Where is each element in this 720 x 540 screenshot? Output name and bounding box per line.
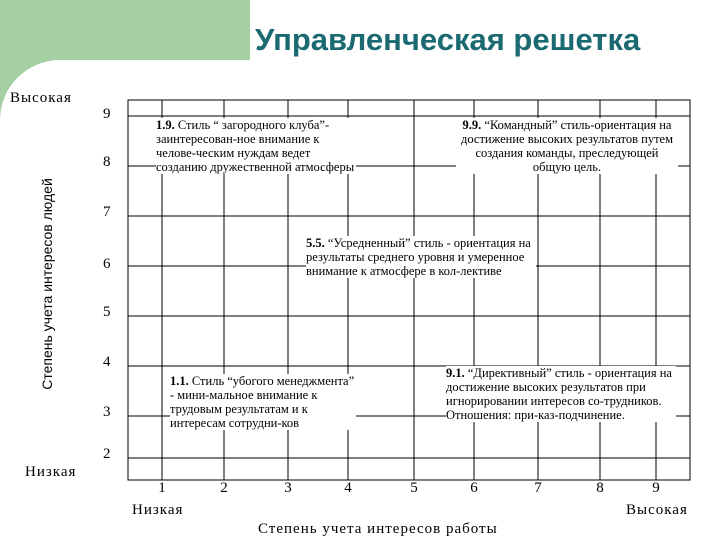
x-tick-5: 5	[410, 480, 418, 496]
style-code: 9.1.	[446, 366, 465, 380]
x-tick-8: 8	[596, 480, 604, 496]
x-tick-1: 1	[158, 480, 166, 496]
style-text: “Усредненный” стиль - ориентация на результаты среднего уровня и умеренное внимание к атмосфере в кол-лективе	[306, 236, 531, 278]
x-tick-7: 7	[534, 480, 542, 496]
x-tick-3: 3	[284, 480, 292, 496]
style-text: Стиль “убогого менеджмента” - мини-мальное внимание к трудовым результатам и к интересам сотрудни-ков	[170, 374, 355, 430]
x-tick-9: 9	[652, 480, 660, 496]
y-tick-6: 6	[103, 256, 111, 272]
style-box-1-9	[156, 118, 356, 174]
x-tick-2: 2	[220, 480, 228, 496]
y-tick-4: 4	[103, 354, 111, 370]
y-tick-2: 2	[103, 446, 111, 462]
x-axis-title: Степень учета интересов работы	[258, 521, 498, 537]
style-code: 9.9.	[462, 118, 482, 132]
y-axis-high-label: Высокая	[10, 90, 72, 106]
y-tick-8: 8	[103, 154, 111, 170]
style-text: Стиль “ загородного клуба”- заинтересован-ное внимание к челове-ческим нуждам ведет созданию дружественной атмосферы	[156, 118, 355, 174]
y-tick-3: 3	[103, 404, 111, 420]
x-axis-low-label: Низкая	[132, 502, 184, 518]
y-axis-low-label: Низкая	[25, 464, 77, 480]
style-text: “Командный” стиль-ориентация на достижение высоких результатов путем создания команды, преследующей общую цель.	[461, 118, 673, 174]
style-code: 1.9.	[156, 118, 175, 132]
x-tick-6: 6	[470, 480, 478, 496]
style-code: 5.5.	[306, 236, 325, 250]
style-box-9-1	[446, 366, 676, 422]
y-tick-5: 5	[103, 304, 111, 320]
style-box-1-1	[170, 374, 356, 430]
style-code: 1.1.	[170, 374, 189, 388]
x-tick-4: 4	[344, 480, 352, 496]
y-tick-9: 9	[103, 106, 111, 122]
style-box-9-9	[456, 118, 678, 174]
style-box-5-5	[306, 236, 536, 278]
x-axis-high-label: Высокая	[626, 502, 688, 518]
style-text: “Директивный” стиль - ориентация на достижение высоких результатов при игнорировании интересов со-трудников. Отношения: при-каз-подчинение.	[446, 366, 672, 422]
page-title: Управленческая решетка	[255, 22, 641, 57]
y-tick-7: 7	[103, 204, 111, 220]
y-axis-title: Степень учета интересов людей	[39, 178, 55, 390]
